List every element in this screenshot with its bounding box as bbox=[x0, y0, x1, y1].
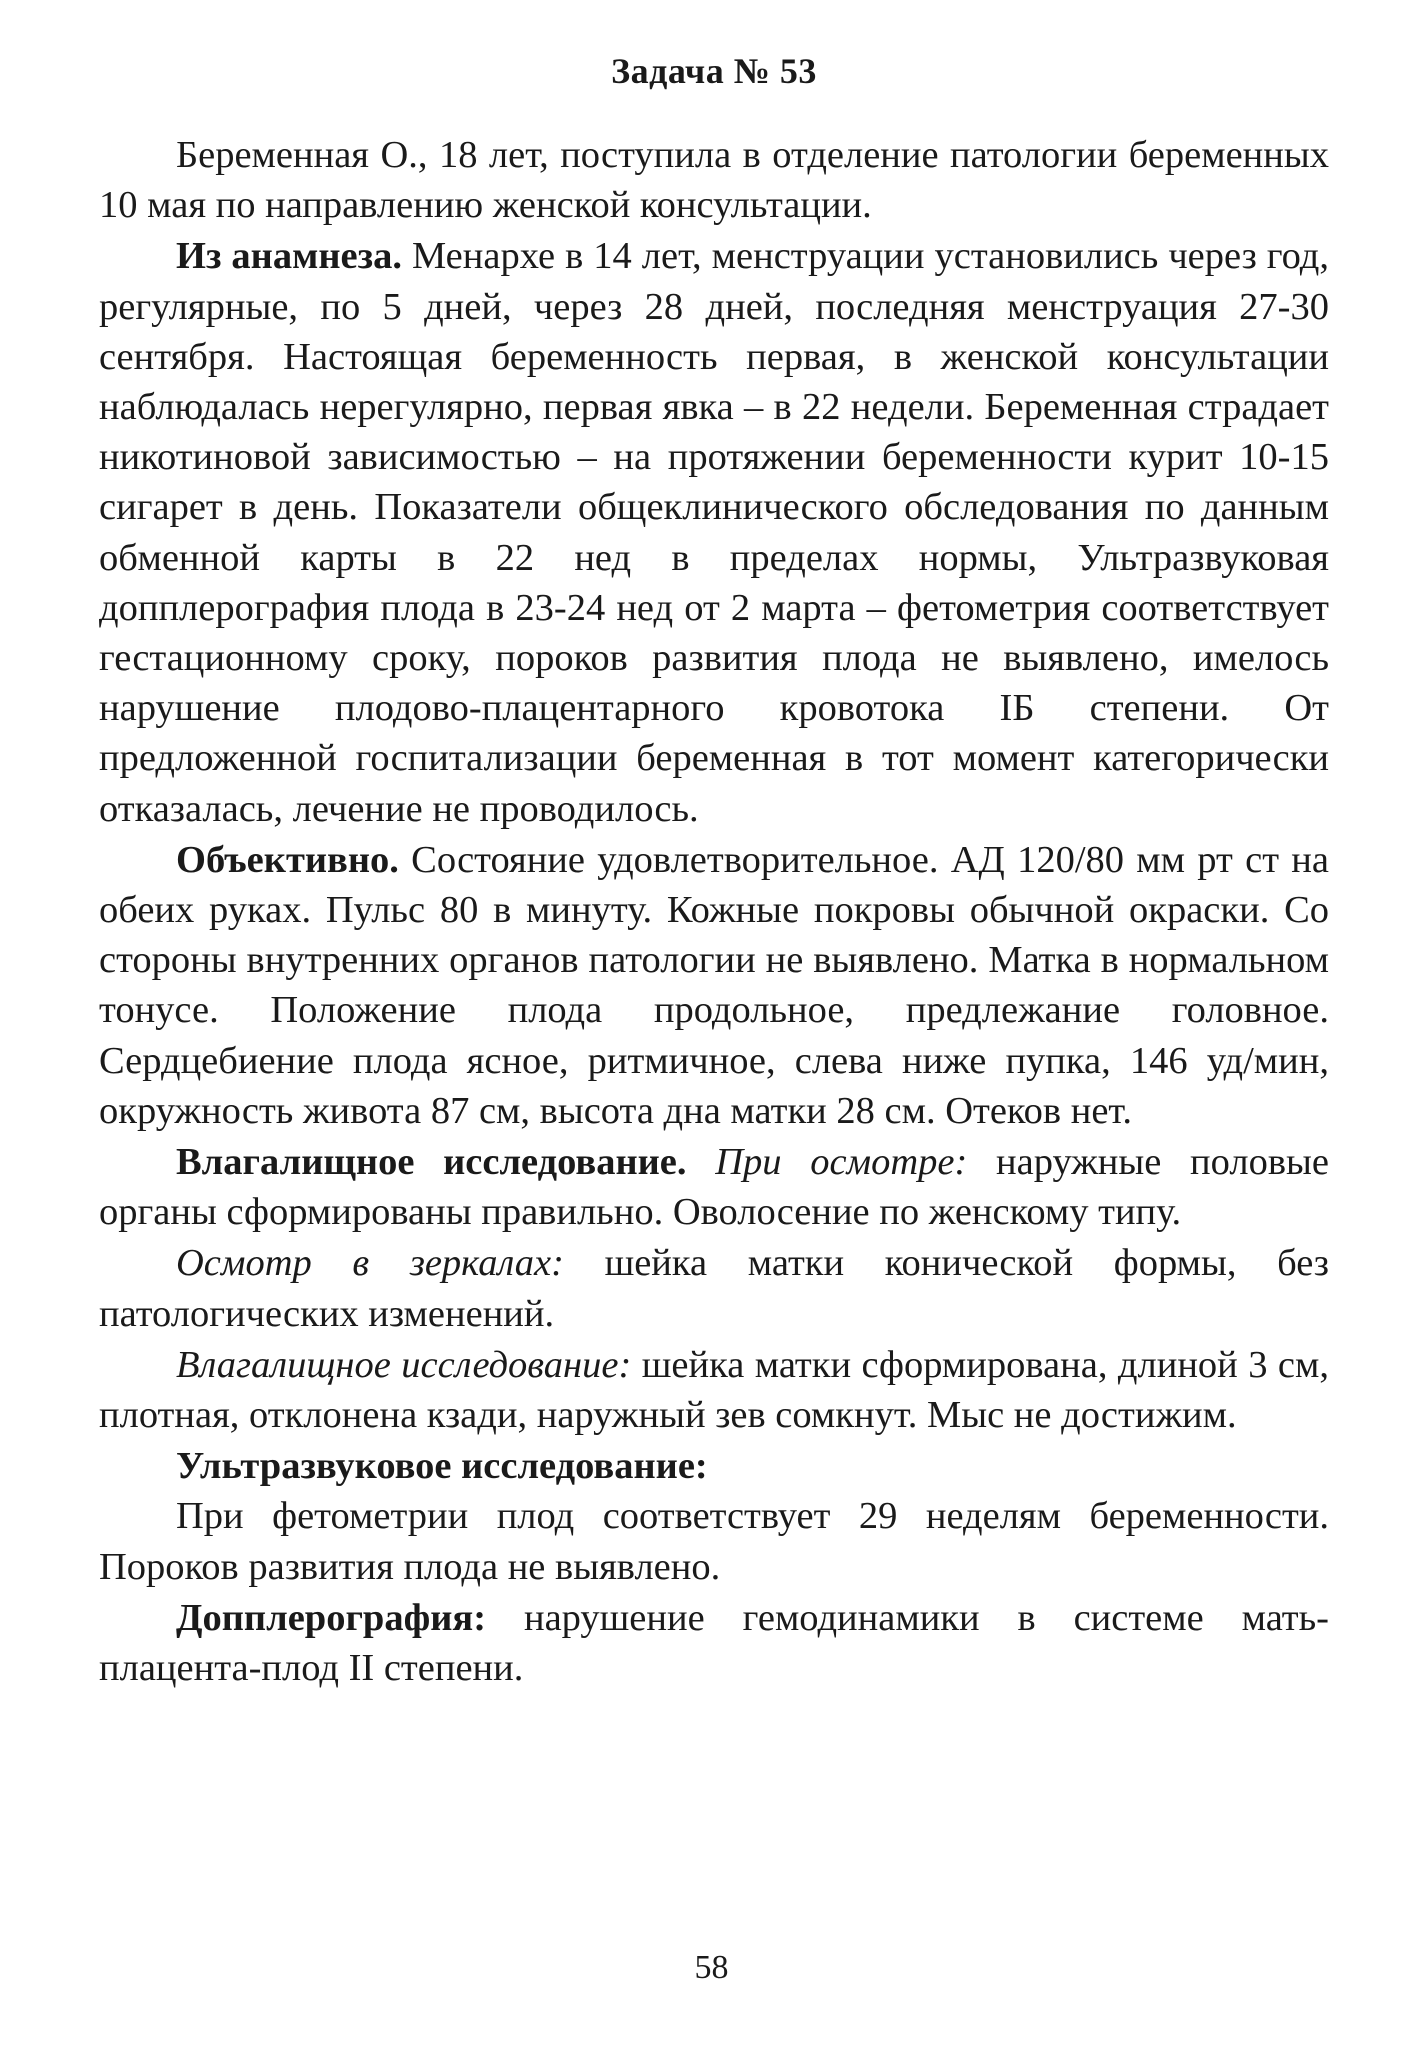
anamnesis-text: Менархе в 14 лет, менструации установились через год, регулярные, по 5 дней, через 28 дней, последняя менструация 27-30 сентября. Настоящая беременность первая, в женской консультации наблюдалась нерегулярно, первая явка – в 22 недели. Беременная страдает никотиновой зависимостью – на протяжении беременности курит 10-15 сигарет в день. Показатели общеклинического обследования по данным обменной карты в 22 нед в пределах нормы, Ультразвуковая допплерография плода в 23-24 нед от 2 марта – фетометрия соответствует гестационному сроку, пороков развития плода не выявлено, имелось нарушение плодово-плацентарного кровотока IБ степени. От предложенной госпитализации беременная в тот момент категорически отказалась, лечение не проводилось. bbox=[99, 235, 1329, 830]
paragraph-doppler bbox=[99, 1593, 1329, 1693]
page-number: 58 bbox=[694, 1949, 729, 1986]
paragraph-intro bbox=[99, 130, 1329, 230]
anamnesis-label: Из анамнеза. bbox=[176, 235, 402, 278]
paragraph-vaginal-exam bbox=[99, 1137, 1329, 1237]
vaginal-study-label: Влагалищное исследование: bbox=[176, 1343, 632, 1386]
vaginal-study-text: шейка матки сформирована, длиной 3 см, плотная, отклонена кзади, наружный зев сомкнут. Мыс не достижим. bbox=[99, 1343, 1329, 1437]
paragraph-vaginal-study bbox=[99, 1340, 1329, 1440]
vaginal-exam-label: Влагалищное исследование. bbox=[176, 1141, 687, 1184]
paragraph-intro-text: Беременная О., 18 лет, поступила в отделение патологии беременных 10 мая по направлению женской консультации. bbox=[99, 134, 1329, 227]
inspection-label: При осмотре: bbox=[686, 1141, 968, 1184]
paragraph-speculum bbox=[99, 1238, 1329, 1338]
ultrasound-heading: Ультразвуковое исследование: bbox=[176, 1445, 708, 1488]
speculum-label: Осмотр в зеркалах: bbox=[176, 1242, 564, 1285]
objective-text: Состояние удовлетворительное. АД 120/80 мм рт ст на обеих руках. Пульс 80 в минуту. Кожные покровы обычной окраски. Со стороны внутренних органов патологии не выявлено. Матка в нормальном тонусе. Положение плода продольное, предлежание головное. Сердцебиение плода ясное, ритмичное, слева ниже пупка, 146 уд/мин, окружность живота 87 см, высота дна матки 28 см. Отеков нет. bbox=[99, 838, 1329, 1132]
ultrasound-text: При фетометрии плод соответствует 29 неделям беременности. Пороков развития плода не выявлено. bbox=[99, 1495, 1329, 1588]
paragraph-anamnesis bbox=[99, 231, 1329, 833]
vaginal-exam-text: наружные половые органы сформированы правильно. Оволосение по женскому типу. bbox=[99, 1141, 1329, 1234]
doppler-label: Допплерография: bbox=[176, 1596, 487, 1639]
speculum-text: шейка матки конической формы, без патологических изменений. bbox=[99, 1242, 1330, 1335]
task-title: Задача № 53 bbox=[611, 51, 817, 91]
paragraph-objective bbox=[99, 835, 1329, 1136]
paragraph-ultrasound bbox=[99, 1491, 1329, 1591]
document-page bbox=[99, 40, 1329, 1694]
doppler-text: нарушение гемодинамики в системе мать-плацента-плод II степени. bbox=[99, 1596, 1329, 1690]
objective-label: Объективно. bbox=[176, 838, 399, 881]
